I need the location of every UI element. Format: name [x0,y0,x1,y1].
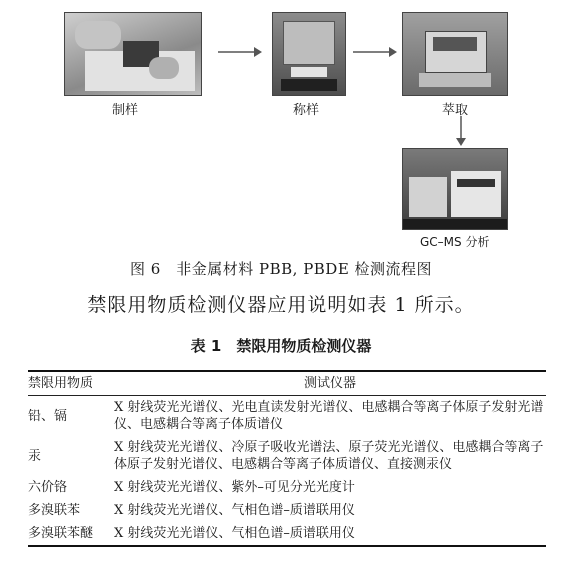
arrow-right-icon [218,46,262,58]
instrument-cell: X 射线荧光光谱仪、气相色谱–质谱联用仪 [114,522,546,546]
arrow-down-icon [455,116,467,146]
step-label-weigh: 称样 [293,103,320,118]
body-paragraph: 禁限用物质检测仪器应用说明如表 1 所示。 [87,294,475,316]
substance-cell: 汞 [28,448,42,464]
table-row [28,436,546,476]
instrument-cell: X 射线荧光光谱仪、冷原子吸收光谱法、原子荧光光谱仪、电感耦合等离子体原子发射光谱仪、电感耦合等离子体质谱仪、直接测汞仪 [114,440,544,472]
header-instrument: 测试仪器 [114,371,546,396]
table-caption: 表 1 禁限用物质检测仪器 [190,337,372,355]
extraction-photo [402,12,508,96]
header-substance: 禁限用物质 [28,371,114,396]
instrument-cell: X 射线荧光光谱仪、气相色谱–质谱联用仪 [114,503,355,518]
instrument-table [28,370,546,547]
table-row [28,396,546,437]
weighing-photo [272,12,346,96]
figure-caption: 图 6 非金属材料 PBB, PBDE 检测流程图 [129,260,433,278]
table-row [28,476,546,499]
instrument-cell: X 射线荧光光谱仪、光电直读发射光谱仪、电感耦合等离子体原子发射光谱仪、电感耦合等离子体质谱仪 [114,400,544,432]
step-label-extract: 萃取 [442,103,469,118]
step-label-gcms: GC–MS 分析 [420,235,490,249]
step-label-prepare: 制样 [112,103,139,118]
instrument-cell: X 射线荧光光谱仪、紫外–可见分光光度计 [114,480,355,495]
arrow-right-icon [353,46,397,58]
substance-cell: 六价铬 [28,480,68,495]
substance-cell: 多溴联苯醚 [28,522,114,546]
table-row [28,522,546,546]
table-row [28,499,546,522]
sample-prep-photo [64,12,202,96]
table-header-row [28,371,546,396]
substance-cell: 铅、镉 [28,408,68,424]
substance-cell: 多溴联苯 [28,503,81,518]
gcms-photo [402,148,508,230]
